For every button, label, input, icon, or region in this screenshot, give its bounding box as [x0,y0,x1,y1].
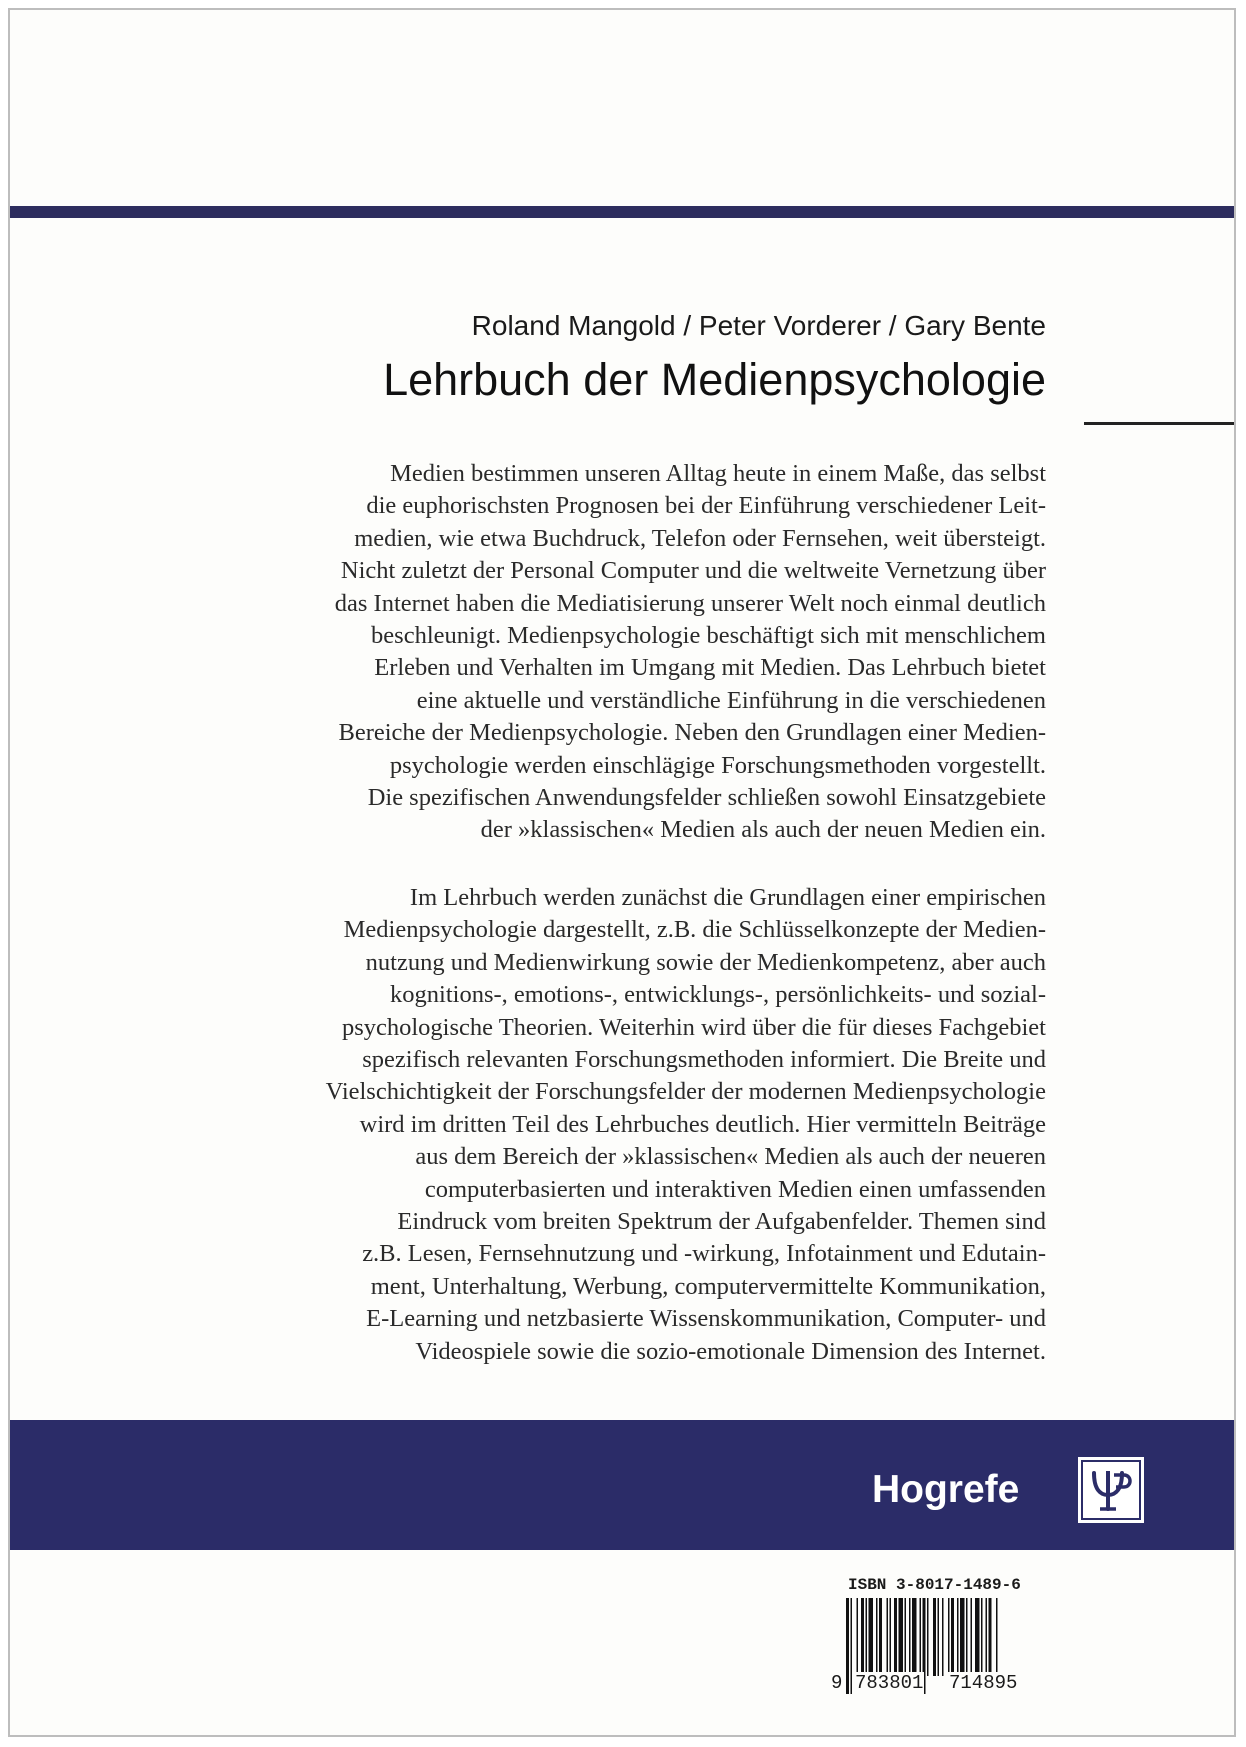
blurb-line: beschleunigt. Medienpsychologie beschäftigt sich mit menschlichem [371,622,1046,650]
publisher-logo-icon [1078,1457,1144,1523]
barcode-bar [866,1598,868,1676]
barcode-bar [876,1598,878,1676]
publisher-logo-mark [1080,1459,1142,1521]
barcode-bar [966,1598,968,1676]
blurb-line: spezifisch relevanten Forschungsmethoden informiert. Die Breite und [362,1046,1046,1074]
book-title: Lehrbuch der Medienpsychologie [383,354,1046,405]
barcode-bar [927,1598,929,1676]
barcode-digits-right: 714895 [949,1672,1018,1694]
barcode-bar [933,1598,936,1676]
blurb-line: nutzung und Medienwirkung sowie der Medienkompetenz, aber auch [365,948,1046,976]
blurb-line: ment, Unterhaltung, Werbung, computervermittelte Kommunikation, [370,1272,1046,1300]
blurb-line: computerbasierten und interaktiven Medien einen umfassenden [424,1175,1046,1203]
barcode-bar [846,1598,849,1694]
blurb-line: der »klassischen« Medien als auch der neuen Medien ein. [480,816,1046,844]
blurb-line: psychologische Theorien. Weiterhin wird über die für dieses Fachgebiet [341,1013,1046,1041]
blurb-line: Erleben und Verhalten im Umgang mit Medien. Das Lehrbuch bietet [374,654,1046,682]
blurb-paragraph-1 [335,458,1046,847]
blurb-line: Bereiche der Medienpsychologie. Neben den Grundlagen einer Medien- [338,719,1046,747]
blurb-line: Im Lehrbuch werden zunächst die Grundlagen einer empirischen [409,884,1046,911]
barcode-bar [899,1598,904,1676]
blurb-line: das Internet haben die Mediatisierung unserer Welt noch einmal deutlich [334,589,1046,617]
blurb-line: Medien bestimmen unseren Alltag heute in einem Maße, das selbst [390,460,1046,487]
blurb-line: Videospiele sowie die sozio-emotionale Dimension des Internet. [415,1337,1046,1365]
barcode-bar [857,1598,859,1676]
barcode-bar [951,1598,954,1676]
blurb-line: z.B. Lesen, Fernsehnutzung und -wirkung, Infotainment und Edutain- [362,1240,1046,1268]
book-back-cover [8,8,1236,1737]
title-rule [1084,422,1236,425]
blurb-line: kognitions-, emotions-, entwicklungs-, persönlichkeits- und sozial- [390,981,1046,1009]
blurb-line: Nicht zuletzt der Personal Computer und die weltweite Vernetzung über [340,557,1046,585]
barcode-bar [920,1598,922,1676]
barcode-bar [942,1598,944,1676]
publisher-name: Hogrefe [872,1468,1020,1511]
barcode-bar [879,1598,882,1676]
blurb-line: psychologie werden einschlägige Forschungsmethoden vorgestellt. [389,751,1046,779]
isbn-label: ISBN 3-8017-1489-6 [848,1576,1021,1594]
barcode-bar [905,1598,907,1676]
barcode-bar [986,1598,988,1676]
blurb-line: Vielschichtigkeit der Forschungsfelder der modernen Medienpsychologie [325,1078,1046,1106]
blurb-line: wird im dritten Teil des Lehrbuches deutlich. Hier vermitteln Beiträge [359,1110,1046,1138]
barcode-bar [890,1598,892,1676]
barcode-bar [869,1598,874,1676]
blurb-line: Eindruck vom breiten Spektrum der Aufgabenfelder. Themen sind [397,1208,1046,1236]
blurb-line: eine aktuelle und verständliche Einführung in die verschiedenen [416,686,1046,714]
barcode-bar [894,1598,897,1676]
barcode-bar [887,1598,889,1676]
barcode-bar [971,1598,973,1676]
barcode-bar [960,1598,965,1676]
barcode-bar [975,1598,980,1676]
blurb-line: die euphorischsten Prognosen bei der Einführung verschiedener Leit- [366,492,1046,520]
barcode-bar [989,1598,992,1676]
blurb-line: Medienpsychologie dargestellt, z.B. die Schlüsselkonzepte der Medien- [343,916,1046,944]
barcode-digit-first: 9 [831,1672,843,1694]
authors: Roland Mangold / Peter Vorderer / Gary Bente [471,310,1046,341]
barcode-bar [981,1598,983,1676]
barcode-bar [851,1598,853,1694]
blurb-paragraph-2 [326,882,1046,1368]
blurb-line: E-Learning und netzbasierte Wissenskommunikation, Computer- und [366,1305,1046,1333]
barcode-bar [938,1598,940,1676]
barcode-bar [912,1598,917,1676]
blurb-line: medien, wie etwa Buchdruck, Telefon oder Fernsehen, weit übersteigt. [354,524,1046,552]
barcode-digits-left: 783801 [855,1672,924,1694]
blurb-line: Die spezifischen Anwendungsfelder schließen sowohl Einsatzgebiete [367,784,1046,812]
top-color-band [10,206,1236,218]
barcode-bar [909,1598,911,1676]
barcode-bar [861,1598,864,1676]
bottom-color-band [10,1420,1236,1550]
barcode-bar [957,1598,959,1676]
blurb-line: aus dem Bereich der »klassischen« Medien als auch der neueren [415,1143,1046,1171]
barcode-bar [948,1598,950,1676]
